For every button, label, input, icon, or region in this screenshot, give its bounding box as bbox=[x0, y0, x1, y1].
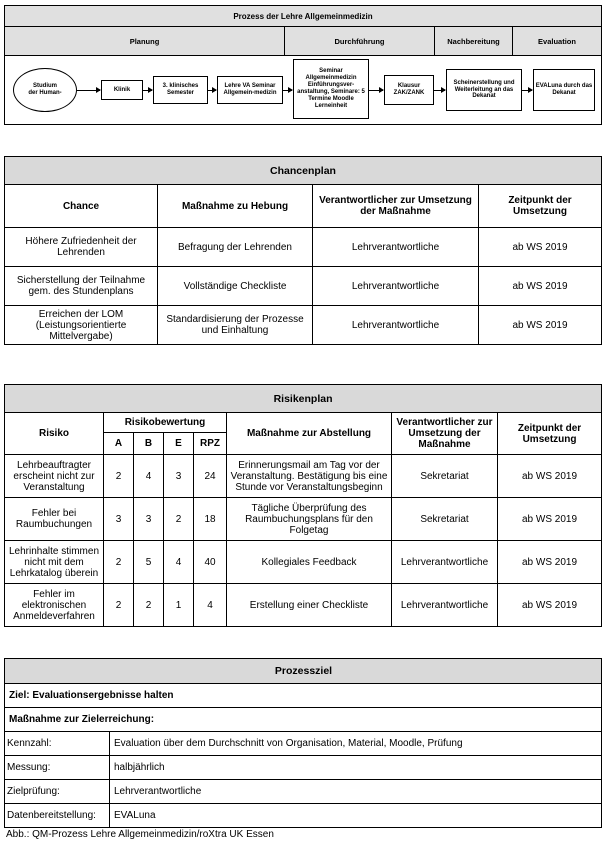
table-cell: 24 bbox=[194, 455, 227, 498]
table-cell: Fehler im elektronischen Anmeldeverfahren bbox=[5, 584, 104, 627]
step-evaluna bbox=[533, 69, 595, 111]
step-schein-label: Scheinerstellung und Weiterleitung an das Dekanat bbox=[453, 79, 515, 100]
row-label: Messung: bbox=[5, 756, 110, 780]
table-cell: 4 bbox=[164, 541, 194, 584]
flow-arrow bbox=[434, 90, 445, 91]
table-row bbox=[5, 267, 602, 306]
table-cell: ab WS 2019 bbox=[498, 584, 602, 627]
step-seminar bbox=[293, 59, 369, 119]
row-value: halbjährlich bbox=[110, 756, 602, 780]
col-header: Risikobewertung bbox=[104, 413, 227, 433]
step-klinik-label: Klinik bbox=[113, 86, 131, 93]
row-label: Datenbereitstellung: bbox=[5, 804, 110, 828]
phase-durchfuehrung: Durchführung bbox=[285, 27, 435, 56]
table-row bbox=[5, 455, 602, 498]
table-row bbox=[5, 228, 602, 267]
flow-arrow bbox=[208, 90, 216, 91]
risikenplan-table bbox=[4, 384, 602, 627]
table-cell: Erinnerungsmail am Tag vor der Veranstaltung. Bestätigung bis eine Stunde vor Veranstaltungsbeginn bbox=[227, 455, 392, 498]
step-klinik bbox=[101, 80, 143, 100]
table-cell: Sekretariat bbox=[392, 498, 498, 541]
table-cell: Befragung der Lehrenden bbox=[158, 228, 313, 267]
table-cell: 2 bbox=[104, 541, 134, 584]
row-value: Evaluation über dem Durchschnitt von Organisation, Material, Moodle, Prüfung bbox=[110, 732, 602, 756]
table-cell: 1 bbox=[164, 584, 194, 627]
step-start-ellipse bbox=[13, 68, 77, 112]
table-row bbox=[5, 306, 602, 345]
step-semester-label: 3. klinisches Semester bbox=[162, 83, 199, 96]
col-header: Verantwortlicher zur Umsetzung der Maßnahme bbox=[392, 413, 498, 455]
step-schein bbox=[446, 69, 522, 111]
phase-nachbereitung: Nachbereitung bbox=[435, 27, 513, 56]
flow-arrow bbox=[143, 90, 152, 91]
col-header-rpz: RPZ bbox=[194, 433, 227, 455]
col-header: Maßnahme zur Abstellung bbox=[227, 413, 392, 455]
col-header: Chance bbox=[5, 185, 158, 228]
table-cell: Fehler bei Raumbuchungen bbox=[5, 498, 104, 541]
col-header-e: E bbox=[164, 433, 194, 455]
col-header: Zeitpunkt der Umsetzung bbox=[498, 413, 602, 455]
step-lehre-va-label: Lehre VA Seminar Allgemein-medizin bbox=[223, 83, 277, 96]
table-cell: ab WS 2019 bbox=[498, 541, 602, 584]
table-cell: Lehrinhalte stimmen nicht mit dem Lehrkatalog überein bbox=[5, 541, 104, 584]
prozessziel-table bbox=[4, 658, 602, 828]
flow-arrow bbox=[522, 90, 532, 91]
table-cell: Höhere Zufriedenheit der Lehrenden bbox=[5, 228, 158, 267]
col-header: Maßnahme zu Hebung bbox=[158, 185, 313, 228]
table-cell: Lehrverantwortliche bbox=[392, 541, 498, 584]
table-cell: Kollegiales Feedback bbox=[227, 541, 392, 584]
table-cell: 2 bbox=[104, 455, 134, 498]
table-cell: Lehrverantwortliche bbox=[313, 306, 479, 345]
table-cell: 5 bbox=[134, 541, 164, 584]
table-cell: ab WS 2019 bbox=[498, 498, 602, 541]
col-header: Risiko bbox=[5, 413, 104, 455]
table-cell: 2 bbox=[104, 584, 134, 627]
table-cell: 3 bbox=[104, 498, 134, 541]
row-label: Kennzahl: bbox=[5, 732, 110, 756]
chancenplan-title: Chancenplan bbox=[5, 157, 602, 185]
table-row bbox=[5, 498, 602, 541]
table-cell: Tägliche Überprüfung des Raumbuchungsplans für den Folgetag bbox=[227, 498, 392, 541]
table-cell: ab WS 2019 bbox=[498, 455, 602, 498]
flow-arrow bbox=[369, 90, 383, 91]
row-value: EVALuna bbox=[110, 804, 602, 828]
step-klausur-label: Klausur ZAK/ZANK bbox=[393, 83, 425, 96]
table-cell: 3 bbox=[134, 498, 164, 541]
step-lehre-va bbox=[217, 76, 283, 104]
figure-caption: Abb.: QM-Prozess Lehre Allgemeinmedizin/roXtra UK Essen bbox=[6, 829, 274, 840]
step-klausur bbox=[384, 75, 434, 105]
table-cell: ab WS 2019 bbox=[479, 228, 602, 267]
col-header: Verantwortlicher zur Umsetzung der Maßnahme bbox=[313, 185, 479, 228]
table-cell: 3 bbox=[164, 455, 194, 498]
table-cell: Lehrverantwortliche bbox=[313, 228, 479, 267]
table-cell: 4 bbox=[134, 455, 164, 498]
table-row bbox=[5, 732, 602, 756]
table-cell: Lehrverantwortliche bbox=[313, 267, 479, 306]
table-cell: Standardisierung der Prozesse und Einhaltung bbox=[158, 306, 313, 345]
table-cell: 18 bbox=[194, 498, 227, 541]
process-flow bbox=[5, 56, 602, 125]
table-cell: Lehrbeauftragter erscheint nicht zur Veranstaltung bbox=[5, 455, 104, 498]
table-row bbox=[5, 804, 602, 828]
col-header-a: A bbox=[104, 433, 134, 455]
step-start-label: Studium der Human- bbox=[28, 83, 62, 96]
step-seminar-label: Seminar Allgemeinmedizin Einführungsver-anstaltung, Seminare: 5 Termine Moodle Lerneinheit bbox=[297, 68, 365, 109]
table-cell: Sekretariat bbox=[392, 455, 498, 498]
table-row bbox=[5, 541, 602, 584]
process-title: Prozess der Lehre Allgemeinmedizin bbox=[5, 6, 602, 27]
step-evaluna-label: EVALuna durch das Dekanat bbox=[535, 83, 593, 96]
table-cell: 40 bbox=[194, 541, 227, 584]
table-cell: Erreichen der LOM (Leistungsorientierte Mittelvergabe) bbox=[5, 306, 158, 345]
table-row bbox=[5, 756, 602, 780]
table-row bbox=[5, 584, 602, 627]
flow-arrow bbox=[283, 90, 292, 91]
table-cell: Erstellung einer Checkliste bbox=[227, 584, 392, 627]
chancenplan-table bbox=[4, 156, 602, 345]
table-cell: 2 bbox=[164, 498, 194, 541]
process-table bbox=[4, 5, 602, 125]
row-value: Lehrverantwortliche bbox=[110, 780, 602, 804]
phase-planung: Planung bbox=[5, 27, 285, 56]
massnahme-heading: Maßnahme zur Zielerreichung: bbox=[5, 708, 602, 732]
table-cell: 2 bbox=[134, 584, 164, 627]
table-cell: 4 bbox=[194, 584, 227, 627]
table-cell: ab WS 2019 bbox=[479, 306, 602, 345]
flow-arrow bbox=[77, 90, 100, 91]
row-label: Zielprüfung: bbox=[5, 780, 110, 804]
table-row bbox=[5, 780, 602, 804]
table-cell: ab WS 2019 bbox=[479, 267, 602, 306]
table-cell: Sicherstellung der Teilnahme gem. des Stundenplans bbox=[5, 267, 158, 306]
phase-evaluation: Evaluation bbox=[513, 27, 602, 56]
table-cell: Lehrverantwortliche bbox=[392, 584, 498, 627]
ziel-text: Ziel: Evaluationsergebnisse halten bbox=[5, 684, 602, 708]
table-cell: Vollständige Checkliste bbox=[158, 267, 313, 306]
col-header-b: B bbox=[134, 433, 164, 455]
prozessziel-title: Prozessziel bbox=[5, 659, 602, 684]
step-semester bbox=[153, 76, 208, 104]
risikenplan-title: Risikenplan bbox=[5, 385, 602, 413]
col-header: Zeitpunkt der Umsetzung bbox=[479, 185, 602, 228]
